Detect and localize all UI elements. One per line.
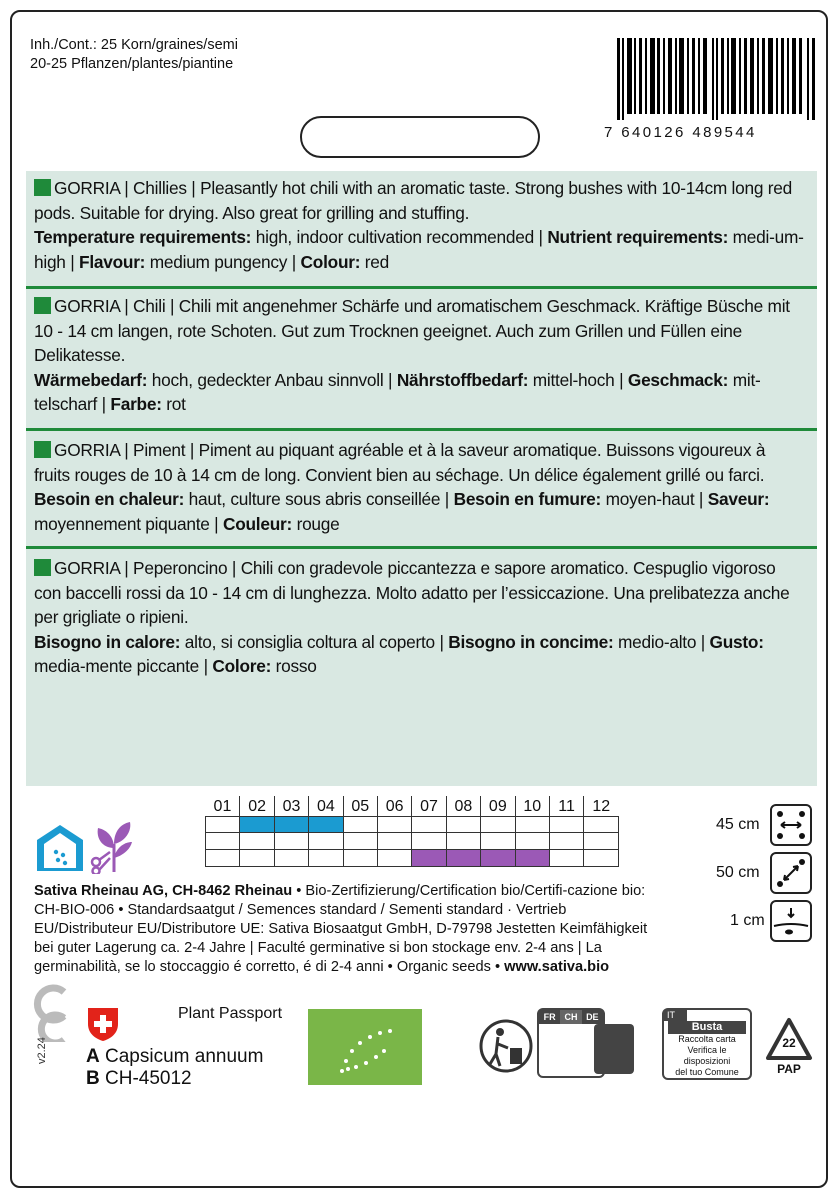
divider — [26, 546, 817, 549]
label: Farbe: — [110, 394, 162, 414]
label: Bisogno in calore: — [34, 631, 181, 652]
section-french — [34, 438, 804, 536]
section-intro: GORRIA | Peperoncino | Chili con gradevole piccantezza e sapore aromatico. Cespuglio vigoroso con baccelli rossi da 10 - 14 cm di lunghezza. Molto adatto per l’essiccazione. Una prelibatezza anche per grigliate o ripieni. — [34, 558, 790, 627]
label: Colore: — [212, 656, 272, 676]
value: medium pungency | — [145, 251, 301, 272]
month-label: 08 — [446, 796, 480, 816]
contents-info — [30, 36, 238, 74]
green-square-icon — [34, 559, 51, 576]
passport-a-label: A — [86, 1046, 100, 1067]
version-label: v2.24 — [36, 1037, 48, 1064]
passport-b-value: CH-45012 — [105, 1068, 192, 1089]
comune-label: del tuo Comune — [675, 1067, 739, 1077]
value: medi-um-high | — [34, 227, 804, 272]
section-intro: GORRIA | Chillies | Pleasantly hot chili with an aromatic taste. Strong bushes with 10-14cm long red pods. Suitable for drying. Also great for grilling and stuffing. — [34, 178, 792, 223]
month-label: 02 — [240, 796, 274, 816]
label: Nutrient requirements: — [547, 227, 729, 247]
value: mit-telscharf | — [34, 369, 761, 414]
sowing-depth-value: 1 cm — [730, 912, 765, 929]
sowing-depth-icon — [770, 900, 812, 942]
sowing-cell — [274, 816, 308, 833]
month-label: 06 — [377, 796, 411, 816]
label: Temperature requirements: — [34, 227, 252, 247]
plants-line: 20-25 Pflanzen/plantes/piantine — [30, 56, 234, 72]
ce-mark-icon — [30, 984, 72, 1042]
label: Besoin en chaleur: — [34, 489, 185, 509]
month-label: 07 — [412, 796, 446, 816]
barcode — [617, 38, 815, 120]
calendar-row-harvest — [206, 850, 619, 867]
passport-a-value: Capsicum annuum — [105, 1046, 264, 1067]
value: rosso — [271, 656, 317, 676]
row-spacing-icon — [770, 804, 812, 846]
month-label: 03 — [274, 796, 308, 816]
section-italian — [34, 556, 804, 679]
greenhouse-sowing-icon — [34, 822, 86, 874]
it-tag: IT — [664, 1010, 687, 1021]
italy-recycling-box — [662, 1008, 752, 1080]
divider — [26, 428, 817, 431]
certification-text: • Bio-Zertifizierung/Certification bio/Certifi-cazione bio: CH-BIO-006 • Standardsaatgut / Semences standard / Sementi standard · Vertrieb EU/Distributeur EU/Distributore UE: Sativa Biosaatgut GmbH, D-79798 Jestetten Keimfähigkeit bei guter Lagerung ca. 2-4 Jahre | Faculté germinative si bon stockage env. 2-4 ans | La germinabilità, se lo stoccaggio é corretto, é di 2-4 anni • Organic seeds • — [34, 883, 648, 975]
passport-b-label: B — [86, 1068, 100, 1089]
section-english — [34, 176, 804, 274]
value: alto, si consiglia coltura al coperto | — [180, 631, 449, 652]
cultivation-calendar — [205, 796, 619, 867]
calendar-row-sowing — [206, 816, 619, 833]
harvest-cell — [412, 850, 446, 867]
sowing-cell — [309, 816, 343, 833]
pap-recycling-icon — [764, 1016, 814, 1080]
plant-spacing-value: 50 cm — [716, 864, 760, 881]
label: Besoin en fumure: — [453, 489, 602, 509]
label: Gusto: — [709, 631, 764, 652]
month-label: 10 — [515, 796, 549, 816]
harvest-cell — [446, 850, 480, 867]
value: rot — [161, 394, 186, 414]
section-intro: GORRIA | Piment | Piment au piquant agréable et à la saveur aromatique. Buissons vigoureux à fruits rouges de 10 à 14 cm de long. Convient bien au séchage. Un délice également grillé ou farci. — [34, 440, 766, 485]
value: mittel-hoch | — [528, 369, 628, 390]
swiss-shield-icon — [86, 1006, 120, 1042]
value: media-mente piccante | — [34, 656, 213, 676]
green-square-icon — [34, 297, 51, 314]
month-label: 01 — [213, 797, 232, 815]
label: Couleur: — [222, 513, 293, 534]
month-label: 09 — [481, 796, 515, 816]
value: haut, culture sous abris conseillée | — [184, 489, 454, 509]
plant-spacing-icon — [770, 852, 812, 894]
value: high, indoor cultivation recommended | — [251, 227, 548, 247]
pap-label: PAP — [777, 1062, 801, 1076]
company-info — [34, 882, 660, 977]
value: red — [360, 251, 390, 272]
label: Wärmebedarf: — [34, 369, 148, 390]
sowing-cell — [240, 816, 274, 833]
month-label: 05 — [343, 796, 377, 816]
month-label: 11 — [549, 796, 583, 816]
hang-hole — [300, 116, 540, 158]
raccolta-label: Raccolta carta — [678, 1034, 736, 1044]
harvest-cell — [481, 850, 515, 867]
recycling-bin-icon — [594, 1024, 634, 1074]
section-intro: GORRIA | Chili | Chili mit angenehmer Schärfe und aromatischem Geschmack. Kräftige Büsche mit 10 - 14 cm langen, rote Schoten. Gut zum Trocknen geeignet. Auch zum Grillen und Füllen eine Delikatesse. — [34, 296, 790, 365]
calendar-row-empty — [206, 833, 619, 850]
plant-passport-title: Plant Passport — [178, 1005, 283, 1022]
label: Bisogno in concime: — [448, 631, 614, 652]
harvest-scissors-icon — [88, 818, 140, 874]
section-german — [34, 294, 804, 417]
fr-tag: FR — [543, 1012, 556, 1022]
website-link[interactable]: www.sativa.bio — [504, 959, 610, 975]
company-name: Sativa Rheinau AG, CH-8462 Rheinau — [34, 883, 293, 899]
green-square-icon — [34, 179, 51, 196]
green-square-icon — [34, 441, 51, 458]
busta-label: Busta — [668, 1021, 746, 1034]
label: Geschmack: — [627, 369, 729, 390]
verifica-label: Verifica le disposizioni — [683, 1045, 731, 1066]
value: rouge — [292, 513, 340, 534]
ch-tag: CH — [560, 1010, 581, 1024]
month-label: 04 — [309, 796, 343, 816]
pap-number: 22 — [782, 1036, 796, 1050]
month-label: 12 — [584, 796, 618, 816]
barcode-number: 7 640126 489544 — [604, 124, 757, 141]
divider — [26, 286, 817, 289]
label: Nährstoffbedarf: — [396, 369, 529, 390]
plant-passport-details — [86, 1046, 263, 1090]
label: Flavour: — [79, 251, 146, 272]
harvest-cell — [515, 850, 549, 867]
value: medio-alto | — [613, 631, 710, 652]
row-spacing-value: 45 cm — [716, 816, 760, 833]
value: moyennement piquante | — [34, 513, 223, 534]
value: hoch, gedeckter Anbau sinnvoll | — [147, 369, 397, 390]
contents-line: Inh./Cont.: 25 Korn/graines/semi — [30, 37, 238, 53]
eu-organic-logo — [308, 1009, 422, 1085]
de-tag: DE — [586, 1012, 599, 1022]
label: Colour: — [300, 251, 361, 272]
label: Saveur: — [707, 489, 770, 509]
value: moyen-haut | — [601, 489, 708, 509]
recycling-person-icon — [478, 1018, 534, 1074]
